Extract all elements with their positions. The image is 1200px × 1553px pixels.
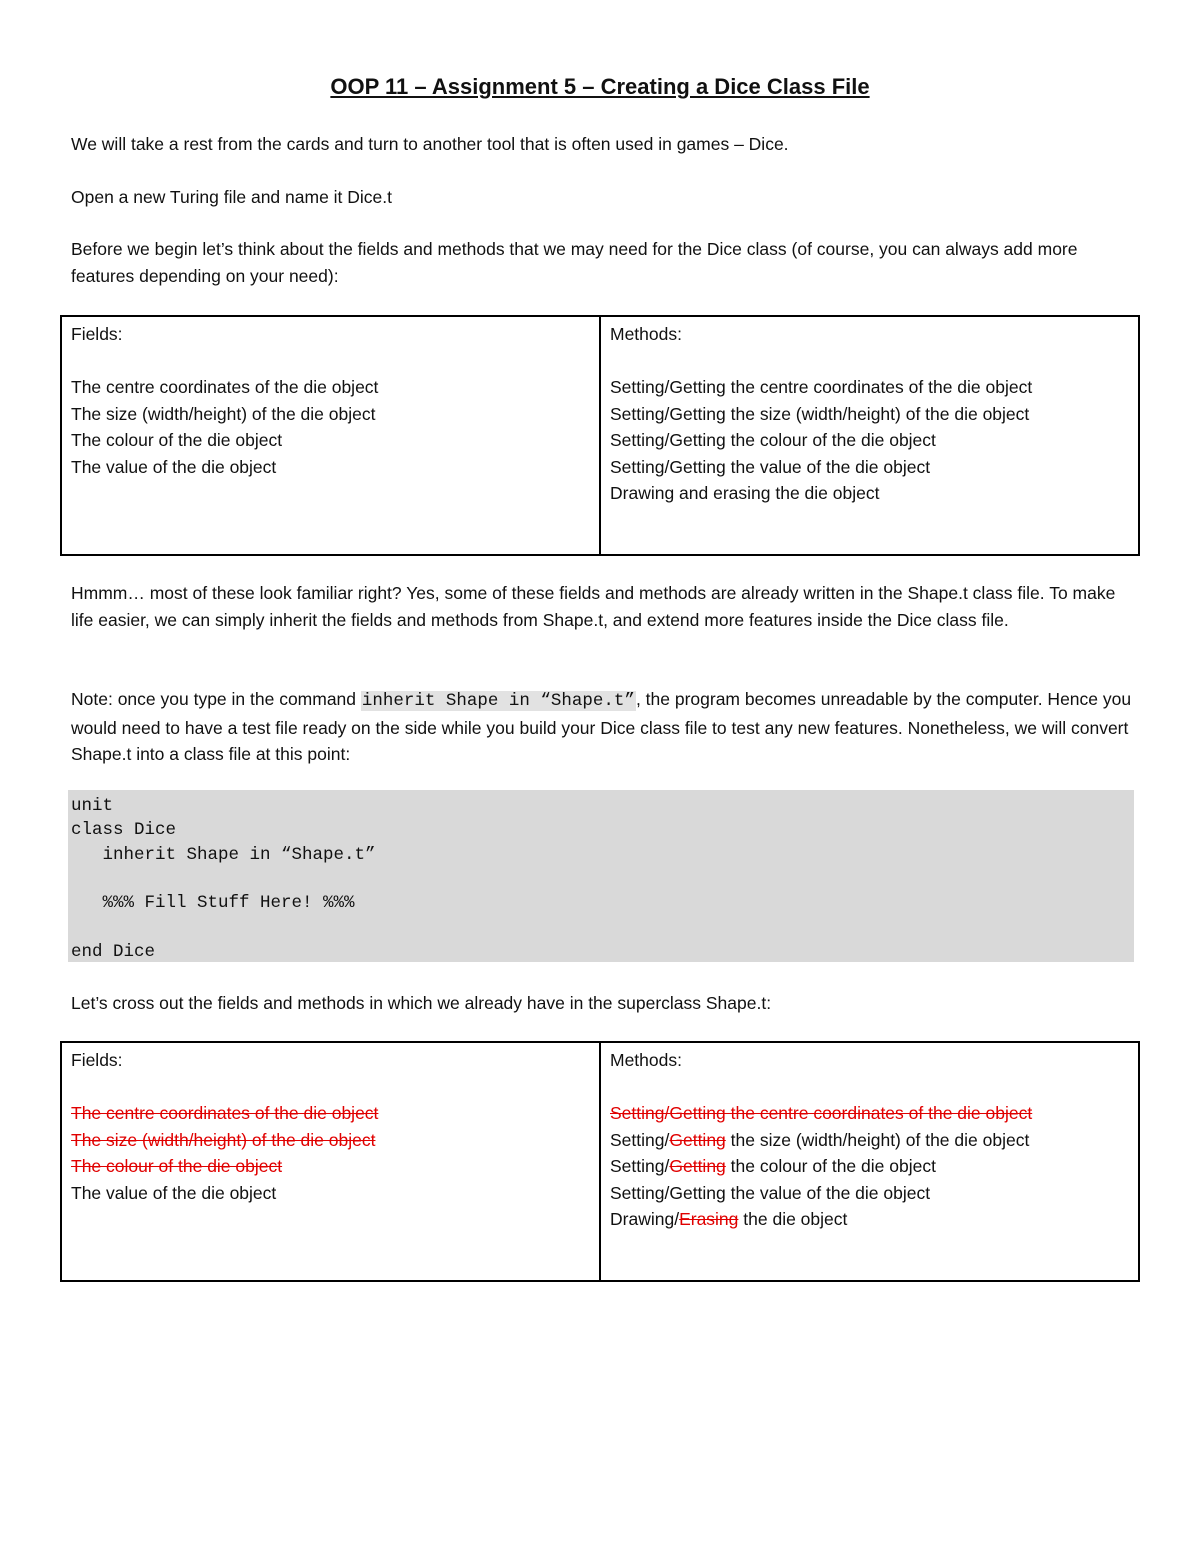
page-title: OOP 11 – Assignment 5 – Creating a Dice Class File [330,74,870,99]
before-begin-paragraph: Before we begin let’s think about the fields and methods that we may need for the Dice class (of course, you can always add more features depending on your need): [71,239,1078,286]
method-suffix: the colour of the die object [725,1156,936,1176]
method-item: Setting/Getting the value of the die object [610,456,931,477]
intro-paragraph: We will take a rest from the cards and turn to another tool that is often used in games – Dice. [71,134,789,154]
method-prefix: Setting/ [610,1129,670,1150]
struck-word: Getting [669,1129,726,1150]
field-item: The value of the die object [71,1182,277,1203]
open-file-paragraph: Open a new Turing file and name it Dice.t [71,187,393,207]
method-item [610,1153,1129,1180]
field-item-struck: The colour of the die object [71,1156,283,1176]
method-item: Setting/Getting the size (width/height) of the die object [610,403,1030,424]
method-item [610,1206,1129,1233]
methods-header: Methods: [610,324,682,344]
method-prefix: Drawing/ [610,1209,680,1229]
fields-cell [61,316,600,555]
inline-code: inherit Shape in “Shape.t” [361,691,635,711]
field-item: The centre coordinates of the die object [71,377,379,397]
struck-word: Getting [669,1156,726,1176]
fields-header: Fields: [71,1050,123,1070]
method-suffix: the size (width/height) of the die object [725,1129,1030,1150]
method-item: Setting/Getting the centre coordinates of the die object [610,377,1033,397]
method-item: Setting/Getting the value of the die object [610,1182,931,1203]
field-item: The colour of the die object [71,430,283,450]
field-item: The value of the die object [71,456,277,477]
cross-out-paragraph: Let’s cross out the fields and methods in which we already have in the superclass Shape.t: [71,993,772,1013]
code-text: unit class Dice inherit Shape in “Shape.t” %%% Fill Stuff Here! %%% end Dice [71,796,376,962]
field-item: The size (width/height) of the die object [71,403,376,424]
field-item-struck: The centre coordinates of the die object [71,1103,379,1123]
code-block [68,790,1134,962]
fields-header: Fields: [71,324,123,344]
method-item-struck: Setting/Getting the centre coordinates of the die object [610,1103,1033,1123]
note-paragraph [71,686,1133,768]
methods-header: Methods: [610,1050,682,1070]
methods-cell [600,316,1139,555]
field-item-struck: The size (width/height) of the die object [71,1129,376,1150]
hmmm-paragraph: Hmmm… most of these look familiar right? Yes, some of these fields and methods are already written in the Shape.t class file. To make life easier, we can simply inherit the fields and methods from Shape.t, and extend more features inside the Dice class file. [71,583,1116,630]
note-text-before: Note: once you type in the command [71,689,361,709]
method-item: Drawing and erasing the die object [610,483,880,503]
method-item [610,1127,1129,1154]
struck-word: Erasing [679,1209,739,1229]
fields-cell [61,1042,600,1281]
method-prefix: Setting/ [610,1156,670,1176]
method-item: Setting/Getting the colour of the die object [610,430,936,450]
methods-cell [600,1042,1139,1281]
crossed-fields-methods-table [60,1041,1140,1282]
method-suffix: the die object [738,1209,848,1229]
fields-methods-table [60,315,1140,556]
note-text-after: , the program becomes unreadable by the computer. Hence you would need to have a test file ready on the side while you build your Dice class file to test any new features. Nonetheless, we will convert Shape.t into a class file at this point: [71,689,1132,764]
